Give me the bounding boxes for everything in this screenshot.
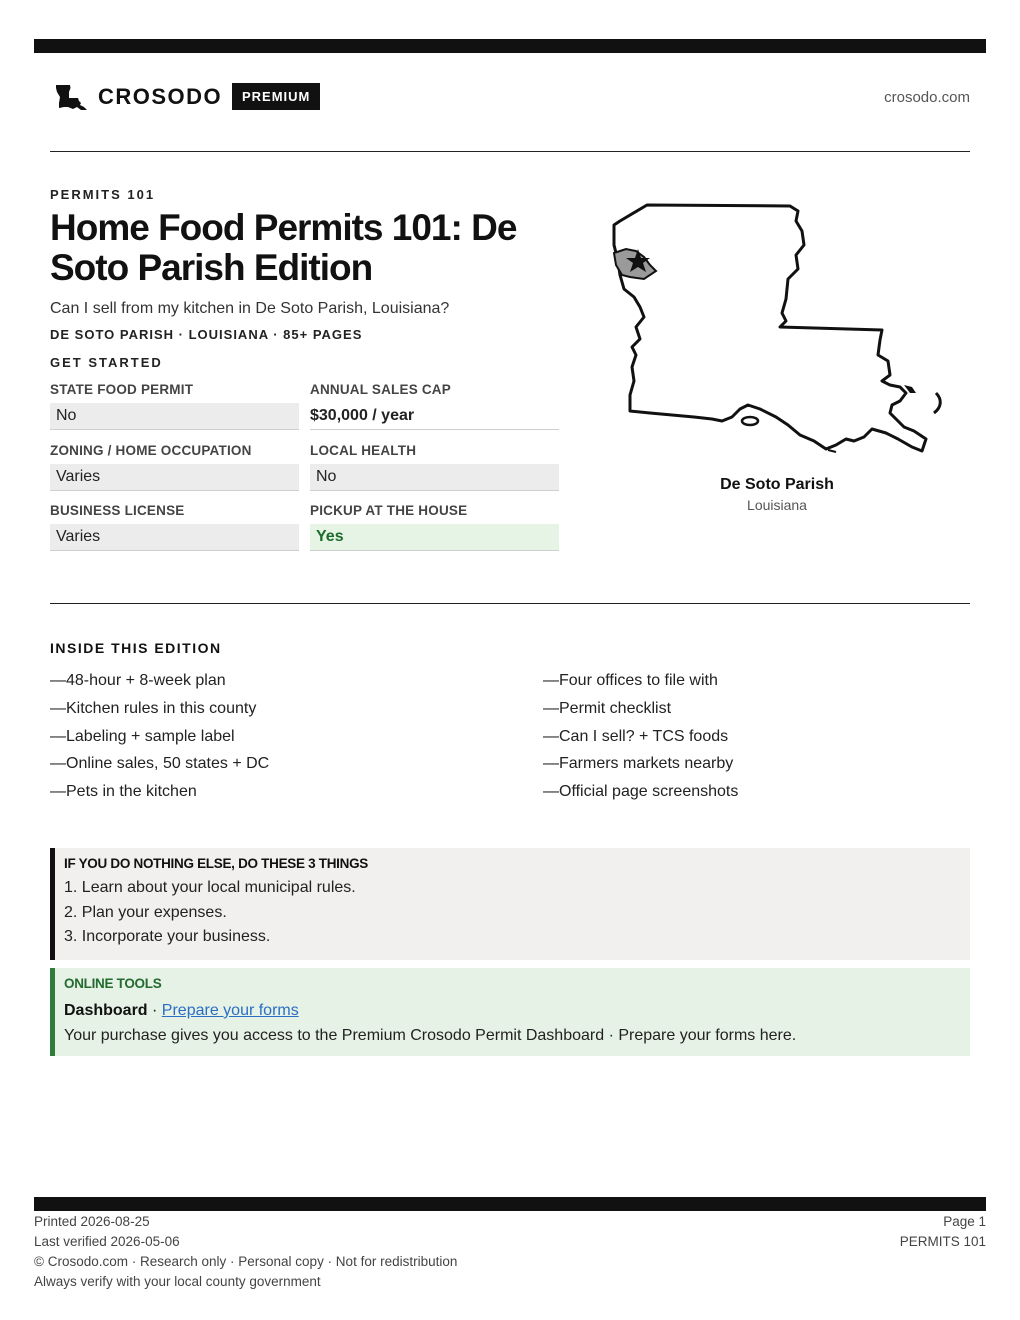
premium-badge: PREMIUM bbox=[232, 83, 320, 110]
verified-date: Last verified 2026-05-06 bbox=[34, 1234, 180, 1249]
dashboard-line bbox=[64, 1002, 970, 1020]
dashboard-description: Your purchase gives you access to the Premium Crosodo Permit Dashboard · Prepare your forms here. bbox=[64, 1027, 797, 1044]
coast-fragment bbox=[828, 450, 836, 452]
site-url[interactable]: crosodo.com bbox=[884, 89, 970, 106]
page-subtitle: Can I sell from my kitchen in De Soto Parish, Louisiana? bbox=[50, 300, 450, 317]
section-kicker: PERMITS 101 bbox=[50, 187, 156, 202]
fact-business-license bbox=[50, 503, 299, 551]
fact-value: $30,000 / year bbox=[310, 403, 559, 430]
toc-item: —48-hour + 8-week plan bbox=[50, 672, 226, 689]
verify-note: Always verify with your local county government bbox=[34, 1274, 321, 1289]
get-started-heading: GET STARTED bbox=[50, 355, 163, 370]
tools-heading: ONLINE TOOLS bbox=[64, 976, 162, 991]
fact-label: BUSINESS LICENSE bbox=[50, 503, 185, 518]
toc-item: —Farmers markets nearby bbox=[543, 755, 734, 773]
three-things-callout bbox=[50, 848, 970, 960]
fact-state-food-permit bbox=[50, 382, 299, 430]
callout-heading: IF YOU DO NOTHING ELSE, DO THESE 3 THINGS bbox=[64, 856, 368, 871]
toc-item: —Can I sell? + TCS foods bbox=[543, 727, 729, 745]
footer-right bbox=[900, 1212, 986, 1252]
footer-section: PERMITS 101 bbox=[899, 1234, 986, 1249]
toc-item: —Official page screenshots bbox=[543, 783, 739, 801]
fact-label: ANNUAL SALES CAP bbox=[310, 382, 451, 397]
callout-step: 2. Plan your expenses. bbox=[64, 903, 227, 921]
edition-meta: DE SOTO PARISH · LOUISIANA · 85+ PAGES bbox=[50, 327, 363, 342]
fact-value: No bbox=[310, 464, 559, 491]
toc-item: —Labeling + sample label bbox=[50, 727, 235, 745]
fact-value: Varies bbox=[50, 524, 299, 551]
parish-state: Louisiana bbox=[747, 497, 807, 513]
toc-item: —Online sales, 50 states + DC bbox=[50, 755, 270, 773]
bottom-bar bbox=[34, 1197, 986, 1211]
fact-value: Varies bbox=[50, 464, 299, 491]
online-tools-callout bbox=[50, 968, 970, 1056]
fact-label: LOCAL HEALTH bbox=[310, 443, 417, 458]
fact-label: ZONING / HOME OCCUPATION bbox=[50, 443, 252, 458]
parish-name: De Soto Parish bbox=[720, 476, 834, 493]
brand-name: CROSODO bbox=[98, 84, 223, 109]
fact-zoning bbox=[50, 443, 299, 491]
dashboard-label: Dashboard bbox=[64, 1002, 148, 1019]
fact-pickup-at-house bbox=[310, 503, 559, 551]
header bbox=[50, 80, 970, 114]
louisiana-state-icon bbox=[53, 83, 89, 113]
fact-annual-sales-cap bbox=[310, 382, 559, 430]
footer-left bbox=[34, 1212, 457, 1292]
coast-fragment bbox=[934, 393, 940, 413]
toc-right-column bbox=[543, 667, 738, 806]
callout-step: 3. Incorporate your business. bbox=[64, 928, 271, 945]
page-title: Home Food Permits 101: De Soto Parish Edition bbox=[50, 207, 517, 288]
prepare-forms-link[interactable]: Prepare your forms bbox=[161, 1002, 299, 1019]
toc-item: —Kitchen rules in this county bbox=[50, 699, 257, 717]
top-bar bbox=[34, 39, 986, 53]
header-divider bbox=[50, 151, 970, 152]
page-number: Page 1 bbox=[943, 1214, 986, 1229]
toc-item: —Four offices to file with bbox=[543, 672, 718, 689]
copyright-notice: © Crosodo.com · Research only · Personal copy · Not for redistribution bbox=[34, 1254, 458, 1269]
fact-label: STATE FOOD PERMIT bbox=[50, 382, 194, 397]
toc-item: —Pets in the kitchen bbox=[50, 783, 197, 801]
printed-date: Printed 2026-08-25 bbox=[34, 1214, 150, 1229]
louisiana-outline bbox=[614, 205, 926, 451]
section-divider bbox=[50, 603, 970, 604]
fact-value: Yes bbox=[310, 524, 559, 551]
island-shape bbox=[742, 417, 758, 425]
callout-step: 1. Learn about your local municipal rules. bbox=[64, 879, 356, 896]
separator: · bbox=[147, 1002, 162, 1019]
inside-edition-heading: INSIDE THIS EDITION bbox=[50, 640, 222, 656]
toc-left-column bbox=[50, 667, 269, 806]
fact-label: PICKUP AT THE HOUSE bbox=[310, 503, 468, 518]
toc-item: —Permit checklist bbox=[543, 699, 672, 717]
fact-value: No bbox=[50, 403, 299, 430]
fact-local-health bbox=[310, 443, 559, 491]
louisiana-map bbox=[600, 195, 960, 465]
